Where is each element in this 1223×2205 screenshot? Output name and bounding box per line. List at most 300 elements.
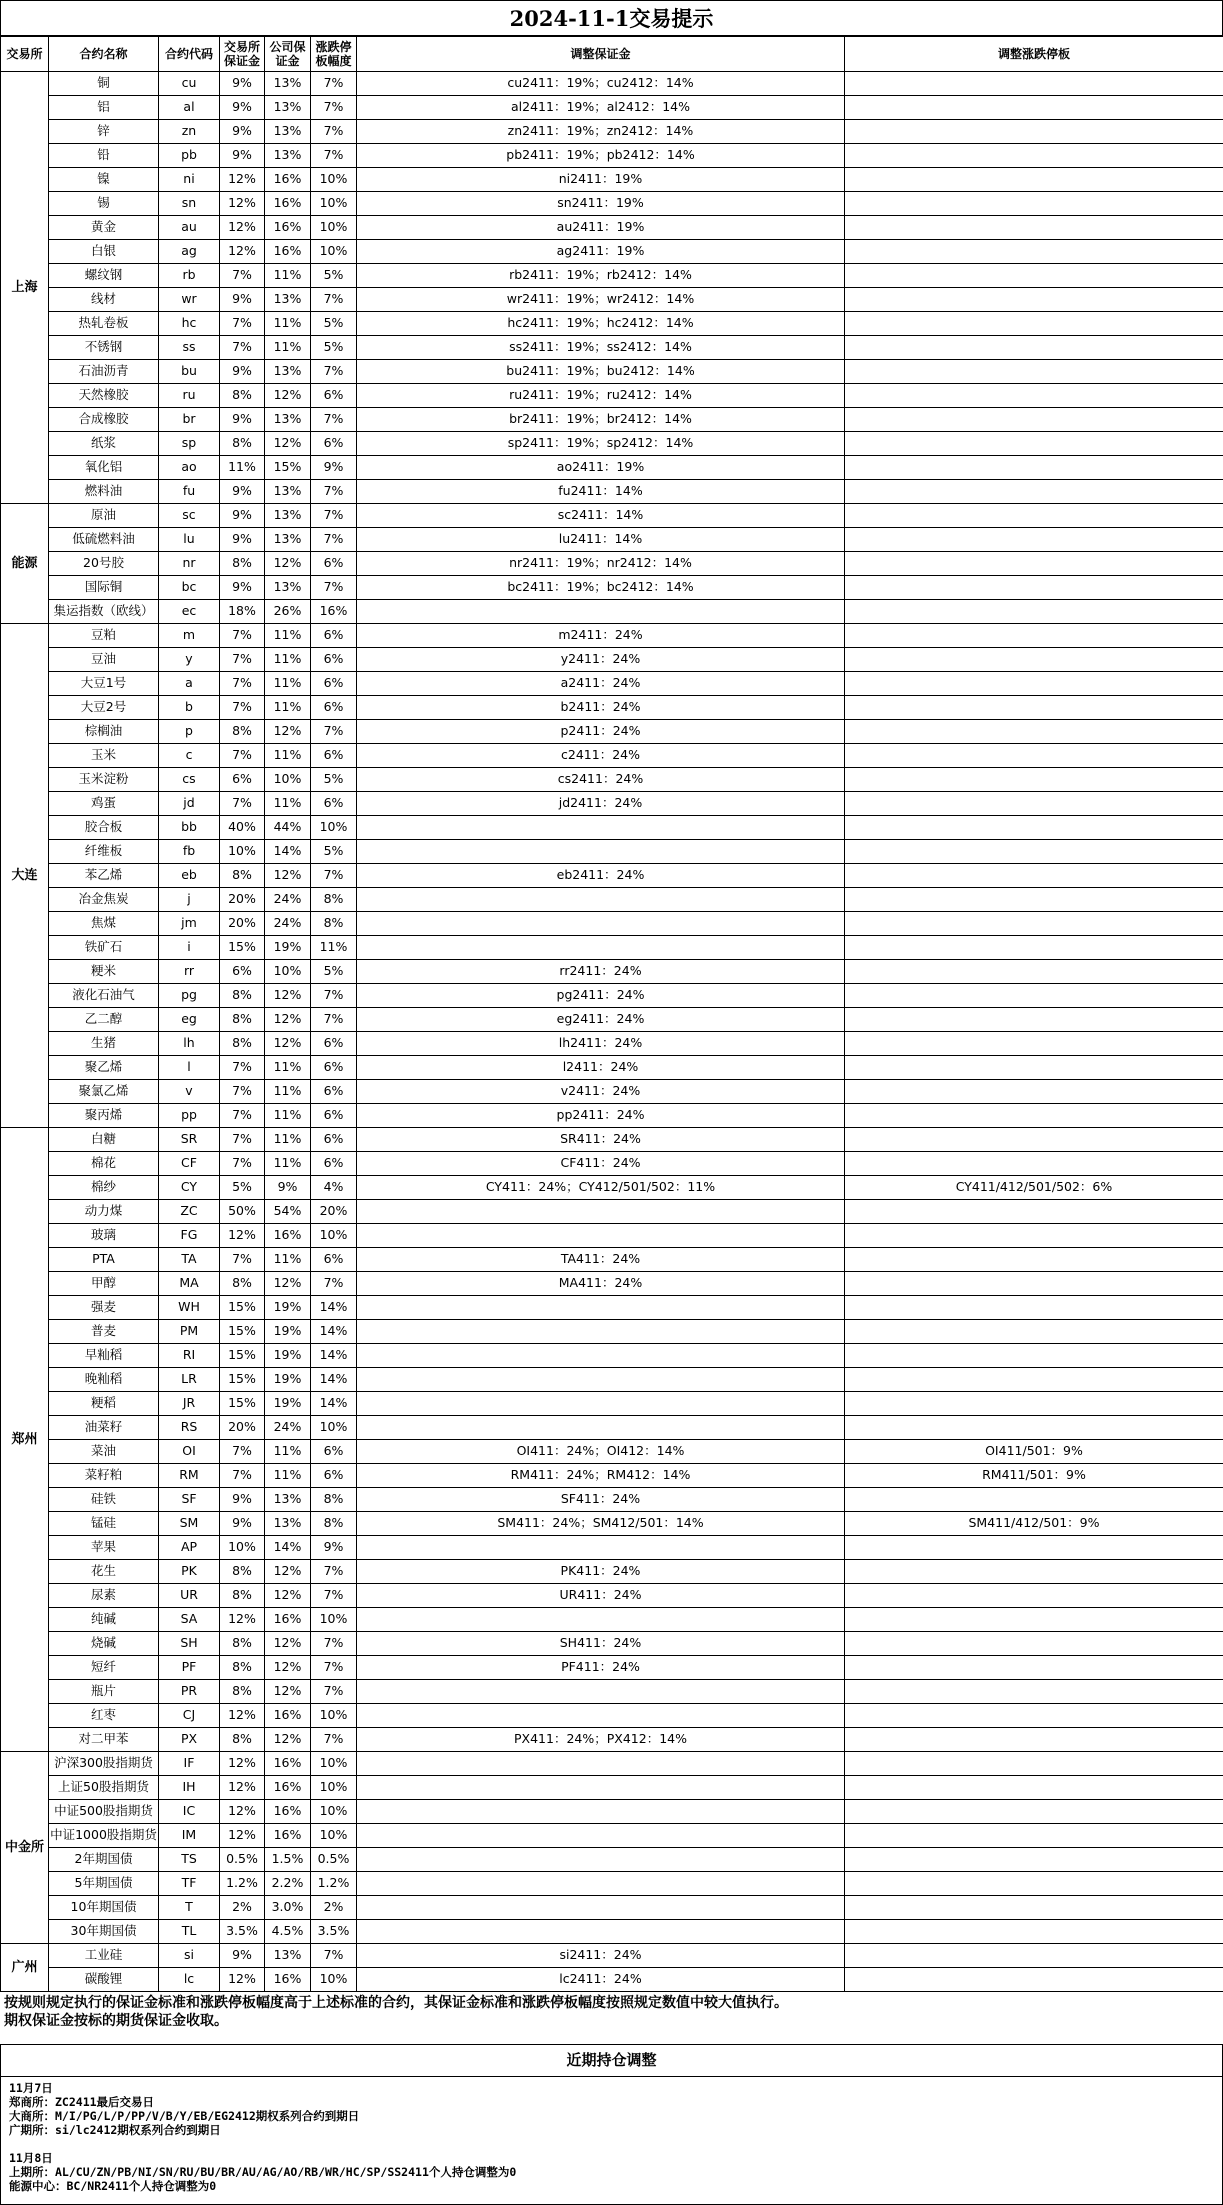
limit-range: 7% [311,1680,357,1704]
contract-name: 红枣 [49,1704,159,1728]
limit-range: 7% [311,1008,357,1032]
contract-name: 锰硅 [49,1512,159,1536]
adjusted-margin [357,1416,845,1440]
company-margin: 14% [265,1536,311,1560]
adjusted-margin: sc2411：14% [357,504,845,528]
adjusted-limit [845,816,1223,840]
limit-range: 5% [311,336,357,360]
contract-code: RI [159,1344,220,1368]
contract-code: SH [159,1632,220,1656]
adjusted-margin [357,1824,845,1848]
table-row [1,144,1223,168]
adjusted-limit [845,1128,1223,1152]
adjusted-limit [845,1824,1223,1848]
contract-name: 早籼稻 [49,1344,159,1368]
adjusted-margin: lh2411：24% [357,1032,845,1056]
company-margin: 12% [265,1584,311,1608]
company-margin: 11% [265,1152,311,1176]
contract-code: TA [159,1248,220,1272]
position-adjust-header [0,2044,1223,2077]
limit-range: 7% [311,360,357,384]
adjusted-limit [845,840,1223,864]
limit-range: 6% [311,1464,357,1488]
adjusted-limit [845,1848,1223,1872]
company-margin: 11% [265,744,311,768]
adjusted-margin: wr2411：19%；wr2412：14% [357,288,845,312]
company-margin: 16% [265,1704,311,1728]
table-row [1,936,1223,960]
contract-name: 液化石油气 [49,984,159,1008]
adjusted-margin: br2411：19%；br2412：14% [357,408,845,432]
adjust-line: 广期所：si/lc2412期权系列合约到期日 [5,2123,1218,2137]
company-margin: 12% [265,1272,311,1296]
limit-range: 6% [311,432,357,456]
limit-range: 7% [311,120,357,144]
contract-name: 甲醇 [49,1272,159,1296]
exchange-margin: 7% [220,312,265,336]
adjusted-limit [845,1392,1223,1416]
exchange-margin: 9% [220,1512,265,1536]
adjusted-limit [845,1320,1223,1344]
limit-range: 8% [311,1488,357,1512]
contract-name: 原油 [49,504,159,528]
exchange-name: 上海 [1,72,49,504]
company-margin: 19% [265,1344,311,1368]
contract-name: 鸡蛋 [49,792,159,816]
adjusted-limit [845,1632,1223,1656]
exchange-margin: 8% [220,1728,265,1752]
limit-range: 6% [311,792,357,816]
contract-code: pg [159,984,220,1008]
contract-name: 不锈钢 [49,336,159,360]
company-margin: 16% [265,1224,311,1248]
adjusted-margin [357,1896,845,1920]
table-row [1,1296,1223,1320]
contract-name: 瓶片 [49,1680,159,1704]
limit-range: 6% [311,624,357,648]
contract-code: IF [159,1752,220,1776]
company-margin: 12% [265,552,311,576]
table-row [1,1008,1223,1032]
column-header: 调整保证金 [357,37,845,72]
company-margin: 16% [265,168,311,192]
company-margin: 10% [265,768,311,792]
limit-range: 4% [311,1176,357,1200]
limit-range: 14% [311,1344,357,1368]
adjusted-limit [845,864,1223,888]
exchange-margin: 8% [220,1032,265,1056]
adjusted-limit [845,768,1223,792]
exchange-margin: 10% [220,1536,265,1560]
contract-code: IM [159,1824,220,1848]
adjusted-margin: l2411：24% [357,1056,845,1080]
contract-code: rr [159,960,220,984]
limit-range: 6% [311,1056,357,1080]
adjusted-margin: lu2411：14% [357,528,845,552]
exchange-margin: 7% [220,1128,265,1152]
exchange-margin: 15% [220,1344,265,1368]
contract-name: 棉纱 [49,1176,159,1200]
exchange-margin: 12% [220,1824,265,1848]
contract-code: ru [159,384,220,408]
exchange-margin: 12% [220,1800,265,1824]
company-margin: 13% [265,72,311,96]
adjusted-margin: b2411：24% [357,696,845,720]
table-row [1,456,1223,480]
adjusted-limit [845,1272,1223,1296]
table-row [1,888,1223,912]
adjusted-margin: CF411：24% [357,1152,845,1176]
table-row [1,768,1223,792]
exchange-margin: 8% [220,1632,265,1656]
contract-name: 乙二醇 [49,1008,159,1032]
company-margin: 16% [265,1824,311,1848]
exchange-margin: 7% [220,336,265,360]
adjusted-limit [845,960,1223,984]
exchange-margin: 15% [220,1296,265,1320]
limit-range: 10% [311,1800,357,1824]
limit-range: 7% [311,1272,357,1296]
adjusted-limit [845,312,1223,336]
adjusted-margin: MA411：24% [357,1272,845,1296]
adjusted-margin: v2411：24% [357,1080,845,1104]
table-row [1,240,1223,264]
company-margin: 24% [265,888,311,912]
contract-name: 生猪 [49,1032,159,1056]
table-row [1,840,1223,864]
company-margin: 19% [265,936,311,960]
limit-range: 7% [311,72,357,96]
adjusted-margin [357,1296,845,1320]
table-row [1,984,1223,1008]
company-margin: 11% [265,1440,311,1464]
adjusted-margin: m2411：24% [357,624,845,648]
adjusted-limit [845,1224,1223,1248]
company-margin: 13% [265,1512,311,1536]
adjust-line: 11月8日 [5,2151,1218,2165]
adjusted-limit [845,648,1223,672]
company-margin: 26% [265,600,311,624]
exchange-margin: 7% [220,648,265,672]
adjusted-limit [845,1416,1223,1440]
table-row [1,1944,1223,1968]
company-margin: 11% [265,792,311,816]
adjusted-limit [845,1872,1223,1896]
adjusted-limit [845,1968,1223,1992]
adjusted-margin: eb2411：24% [357,864,845,888]
company-margin: 19% [265,1368,311,1392]
exchange-margin: 9% [220,1944,265,1968]
contract-code: RM [159,1464,220,1488]
table-row [1,696,1223,720]
company-margin: 13% [265,144,311,168]
adjusted-limit [845,408,1223,432]
exchange-margin: 12% [220,1776,265,1800]
limit-range: 6% [311,1080,357,1104]
adjusted-margin [357,1800,845,1824]
company-margin: 16% [265,1752,311,1776]
contract-name: 棉花 [49,1152,159,1176]
exchange-margin: 9% [220,144,265,168]
adjusted-margin [357,1776,845,1800]
contract-name: 对二甲苯 [49,1728,159,1752]
contract-code: bc [159,576,220,600]
adjusted-margin: UR411：24% [357,1584,845,1608]
adjusted-margin: ao2411：19% [357,456,845,480]
exchange-name: 大连 [1,624,49,1128]
contract-name: 动力煤 [49,1200,159,1224]
company-margin: 12% [265,1680,311,1704]
company-margin: 54% [265,1200,311,1224]
company-margin: 12% [265,1632,311,1656]
contract-name: 油菜籽 [49,1416,159,1440]
contract-code: pp [159,1104,220,1128]
adjusted-margin: ag2411：19% [357,240,845,264]
table-row [1,1752,1223,1776]
adjusted-limit [845,240,1223,264]
exchange-margin: 8% [220,1680,265,1704]
adjusted-margin: SM411：24%；SM412/501：14% [357,1512,845,1536]
adjusted-margin: rb2411：19%；rb2412：14% [357,264,845,288]
adjusted-limit [845,1800,1223,1824]
company-margin: 24% [265,1416,311,1440]
table-row [1,1560,1223,1584]
table-row [1,1488,1223,1512]
contract-name: 聚氯乙烯 [49,1080,159,1104]
table-row [1,264,1223,288]
limit-range: 11% [311,936,357,960]
exchange-margin: 9% [220,480,265,504]
contract-name: 中证500股指期货 [49,1800,159,1824]
adjusted-limit [845,1920,1223,1944]
exchange-margin: 8% [220,384,265,408]
contract-code: WH [159,1296,220,1320]
table-row [1,384,1223,408]
contract-code: nr [159,552,220,576]
exchange-margin: 9% [220,528,265,552]
adjusted-limit [845,624,1223,648]
adjusted-limit: CY411/412/501/502：6% [845,1176,1223,1200]
exchange-margin: 7% [220,1056,265,1080]
table-row [1,504,1223,528]
company-margin: 9% [265,1176,311,1200]
exchange-margin: 7% [220,672,265,696]
limit-range: 5% [311,768,357,792]
contract-code: p [159,720,220,744]
table-row [1,600,1223,624]
limit-range: 6% [311,552,357,576]
company-margin: 15% [265,456,311,480]
contract-name: 豆粕 [49,624,159,648]
company-margin: 11% [265,624,311,648]
contract-code: TF [159,1872,220,1896]
exchange-margin: 18% [220,600,265,624]
contract-name: 尿素 [49,1584,159,1608]
contract-code: SF [159,1488,220,1512]
adjusted-limit [845,600,1223,624]
company-margin: 12% [265,1728,311,1752]
adjusted-limit: RM411/501：9% [845,1464,1223,1488]
adjusted-limit [845,576,1223,600]
exchange-name: 能源 [1,504,49,624]
adjusted-limit [845,264,1223,288]
adjusted-margin [357,1608,845,1632]
exchange-margin: 9% [220,1488,265,1512]
exchange-margin: 5% [220,1176,265,1200]
adjusted-margin [357,1704,845,1728]
contract-code: i [159,936,220,960]
table-row [1,1728,1223,1752]
table-row [1,1824,1223,1848]
contract-code: au [159,216,220,240]
adjusted-margin: lc2411：24% [357,1968,845,1992]
adjusted-margin [357,1872,845,1896]
contract-code: al [159,96,220,120]
exchange-margin: 6% [220,768,265,792]
contract-code: bu [159,360,220,384]
table-row [1,912,1223,936]
contract-name: 10年期国债 [49,1896,159,1920]
exchange-margin: 9% [220,96,265,120]
adjust-line: 上期所：AL/CU/ZN/PB/NI/SN/RU/BU/BR/AU/AG/AO/RB/WR/HC/SP/SS2411个人持仓调整为0 [5,2165,1218,2179]
limit-range: 3.5% [311,1920,357,1944]
adjusted-limit [845,96,1223,120]
adjusted-limit [845,432,1223,456]
adjusted-margin [357,600,845,624]
adjusted-margin: ss2411：19%；ss2412：14% [357,336,845,360]
limit-range: 7% [311,720,357,744]
limit-range: 1.2% [311,1872,357,1896]
adjusted-limit [845,1560,1223,1584]
contract-name: 菜油 [49,1440,159,1464]
note-line-options: 期权保证金按标的期货保证金收取。 [0,2012,1223,2030]
exchange-margin: 12% [220,1608,265,1632]
contract-code: a [159,672,220,696]
adjusted-margin: TA411：24% [357,1248,845,1272]
table-row [1,1368,1223,1392]
contract-name: 聚丙烯 [49,1104,159,1128]
table-row [1,1800,1223,1824]
table-row [1,1080,1223,1104]
adjusted-margin: PX411：24%；PX412：14% [357,1728,845,1752]
company-margin: 11% [265,696,311,720]
exchange-margin: 11% [220,456,265,480]
table-row [1,1392,1223,1416]
adjusted-limit [845,168,1223,192]
limit-range: 7% [311,408,357,432]
limit-range: 7% [311,864,357,888]
exchange-margin: 3.5% [220,1920,265,1944]
contract-code: br [159,408,220,432]
exchange-margin: 9% [220,72,265,96]
contract-name: 纤维板 [49,840,159,864]
contract-name: 硅铁 [49,1488,159,1512]
adjusted-limit [845,912,1223,936]
limit-range: 10% [311,1752,357,1776]
company-margin: 12% [265,864,311,888]
company-margin: 19% [265,1320,311,1344]
contract-code: eg [159,1008,220,1032]
limit-range: 7% [311,1944,357,1968]
table-row [1,1224,1223,1248]
adjusted-margin: pg2411：24% [357,984,845,1008]
adjusted-limit [845,1344,1223,1368]
contract-code: b [159,696,220,720]
company-margin: 16% [265,1608,311,1632]
adjusted-limit [845,552,1223,576]
contract-name: 上证50股指期货 [49,1776,159,1800]
contract-code: JR [159,1392,220,1416]
limit-range: 6% [311,384,357,408]
exchange-margin: 7% [220,1440,265,1464]
table-row [1,1416,1223,1440]
limit-range: 7% [311,288,357,312]
table-row [1,1680,1223,1704]
exchange-margin: 7% [220,1104,265,1128]
company-margin: 13% [265,1944,311,1968]
table-header-row [1,37,1223,72]
table-row [1,216,1223,240]
contract-name: 镍 [49,168,159,192]
column-header: 合约代码 [159,37,220,72]
adjusted-margin: rr2411：24% [357,960,845,984]
adjusted-margin [357,936,845,960]
adjusted-margin [357,912,845,936]
adjusted-limit [845,144,1223,168]
table-row [1,1152,1223,1176]
adjusted-margin: au2411：19% [357,216,845,240]
adjusted-margin: RM411：24%；RM412：14% [357,1464,845,1488]
adjusted-limit [845,1704,1223,1728]
adjusted-limit [845,984,1223,1008]
contract-name: 冶金焦炭 [49,888,159,912]
contract-code: fb [159,840,220,864]
limit-range: 10% [311,1224,357,1248]
adjust-line: 11月7日 [5,2081,1218,2095]
contract-code: TS [159,1848,220,1872]
table-row [1,1464,1223,1488]
limit-range: 7% [311,1632,357,1656]
position-adjust-title: 近期持仓调整 [1,2045,1223,2077]
column-header: 交易所 [1,37,49,72]
limit-range: 14% [311,1368,357,1392]
table-row [1,72,1223,96]
exchange-name: 中金所 [1,1752,49,1944]
table-row [1,1200,1223,1224]
position-adjust-content [0,2077,1223,2205]
exchange-name: 广州 [1,1944,49,1992]
exchange-margin: 7% [220,696,265,720]
column-header: 交易所保证金 [220,37,265,72]
contract-code: AP [159,1536,220,1560]
adjusted-limit [845,1032,1223,1056]
exchange-margin: 20% [220,912,265,936]
limit-range: 9% [311,1536,357,1560]
company-margin: 19% [265,1296,311,1320]
adjusted-margin: SR411：24% [357,1128,845,1152]
contract-code: lc [159,1968,220,1992]
limit-range: 14% [311,1320,357,1344]
adjusted-margin [357,1200,845,1224]
adjusted-limit [845,1944,1223,1968]
company-margin: 16% [265,1800,311,1824]
table-row [1,360,1223,384]
adjusted-margin [357,1224,845,1248]
company-margin: 19% [265,1392,311,1416]
adjusted-margin: zn2411：19%；zn2412：14% [357,120,845,144]
adjusted-margin: al2411：19%；al2412：14% [357,96,845,120]
table-row [1,1896,1223,1920]
